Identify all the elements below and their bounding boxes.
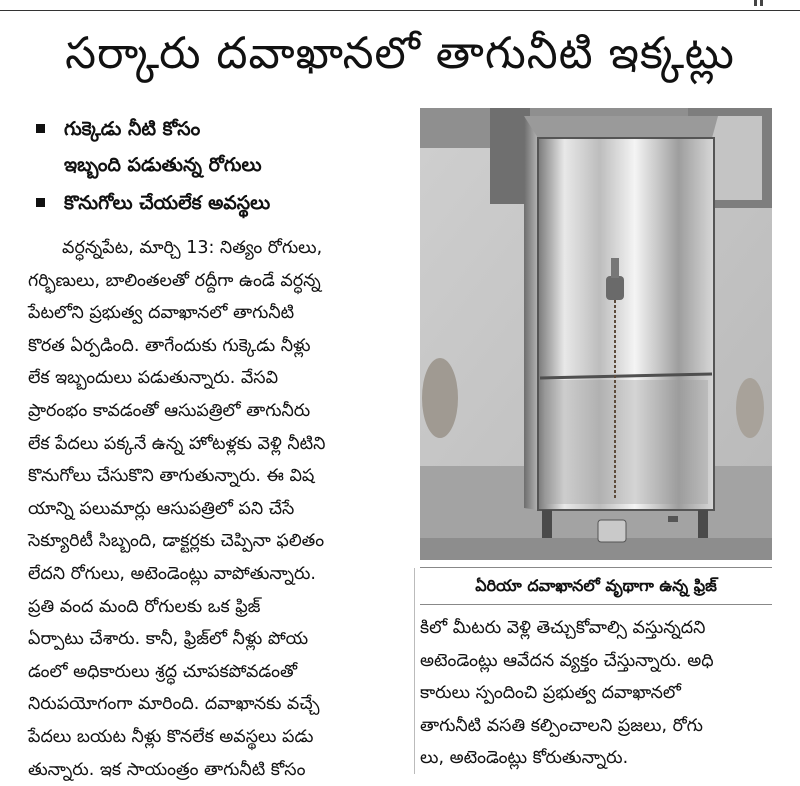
- bullet-item-continued: [30, 146, 410, 184]
- body-line: అటెండెంట్లు ఆవేదన వ్యక్తం చేస్తున్నారు. అధి: [420, 650, 714, 671]
- body-line: వర్ధన్నపేట, మార్చి 13: నిత్యం రోగులు,: [62, 238, 323, 258]
- body-line: పేదలు బయట నీళ్లు కొనలేక అవస్థలు పడు: [28, 726, 314, 747]
- body-line: నిరుపయోగంగా మారింది. దవాఖానకు వచ్చే: [28, 694, 320, 715]
- photo-caption: ఏరియా దవాఖానలో వృథాగా ఉన్న ఫ్రిజ్: [475, 576, 717, 595]
- bullet-list: [30, 110, 410, 222]
- photo-caption-bar: [420, 567, 772, 605]
- body-line: కొనుగోలు చేసుకొని తాగుతున్నారు. ఈ విష: [28, 466, 315, 487]
- fridge-photo: [420, 108, 772, 560]
- body-line: ప్రారంభం కావడంతో ఆసుపత్రిలో తాగునీరు: [28, 400, 311, 421]
- body-line: సెక్యూరిటీ సిబ్బంది, డాక్టర్లకు చెప్పినా ఫలితం: [28, 531, 325, 552]
- body-line: డంలో అధికారులు శ్రద్ధ చూపకపోవడంతో: [28, 661, 298, 682]
- body-line: కిలో మీటరు వెళ్లి తెచ్చుకోవాల్సి వస్తున్నదని: [420, 618, 706, 638]
- bullet-text: ఇబ్బంది పడుతున్న రోగులు: [64, 154, 262, 176]
- body-line: పేటలోని ప్రభుత్వ దవాఖానలో తాగునీటి: [28, 303, 295, 324]
- body-line: ప్రతి వంద మంది రోగులకు ఒక ఫ్రిజ్: [28, 596, 261, 617]
- bullet-square-icon: [36, 124, 45, 133]
- body-line: లేదని రోగులు, అటెండెంట్లు వాపోతున్నారు.: [28, 563, 316, 584]
- body-line: తున్నారు. ఇక సాయంత్రం తాగునీటి కోసం: [28, 759, 306, 780]
- bullet-square-icon: [36, 198, 45, 207]
- body-line: కొరత ఏర్పడింది. తాగేందుకు గుక్కెడు నీళ్లు: [28, 335, 311, 356]
- body-line: లేక పేదలు పక్కనే ఉన్న హోటళ్లకు వెళ్లి నీటిని: [28, 433, 326, 454]
- article-body-right: [420, 612, 780, 775]
- body-line: లేక ఇబ్బందులు పడుతున్నారు. వేసవి: [28, 368, 279, 389]
- bullet-text: కొనుగోలు చేయలేక అవస్థలు: [64, 192, 271, 214]
- body-line: యాన్ని పలుమార్లు ఆసుపత్రిలో పని చేసే: [28, 498, 295, 519]
- top-rule: [0, 10, 800, 11]
- body-line: తాగునీటి వసతి కల్పించాలని ప్రజలు, రోగు: [420, 715, 703, 736]
- body-line: లు, అటెండెంట్లు కోరుతున్నారు.: [420, 748, 629, 769]
- article-body-left: [28, 232, 412, 786]
- body-line: ఏర్పాటు చేశారు. కానీ, ఫ్రిజ్‌లో నీళ్లు పోయ: [28, 629, 309, 650]
- headline: సర్కారు దవాఖానలో తాగునీటి ఇక్కట్లు: [65, 28, 735, 79]
- bullet-item: [30, 110, 410, 148]
- column-rule: [414, 568, 415, 774]
- body-line: కారులు స్పందించి ప్రభుత్వ దవాఖానలో: [420, 683, 681, 704]
- page-corner-mark: [754, 0, 770, 6]
- body-line: గర్భిణులు, బాలింతలతో రద్దీగా ఉండే వర్ధన్న: [28, 270, 321, 291]
- bullet-item: [30, 184, 410, 222]
- bullet-text: గుక్కెడు నీటి కోసం: [64, 118, 201, 140]
